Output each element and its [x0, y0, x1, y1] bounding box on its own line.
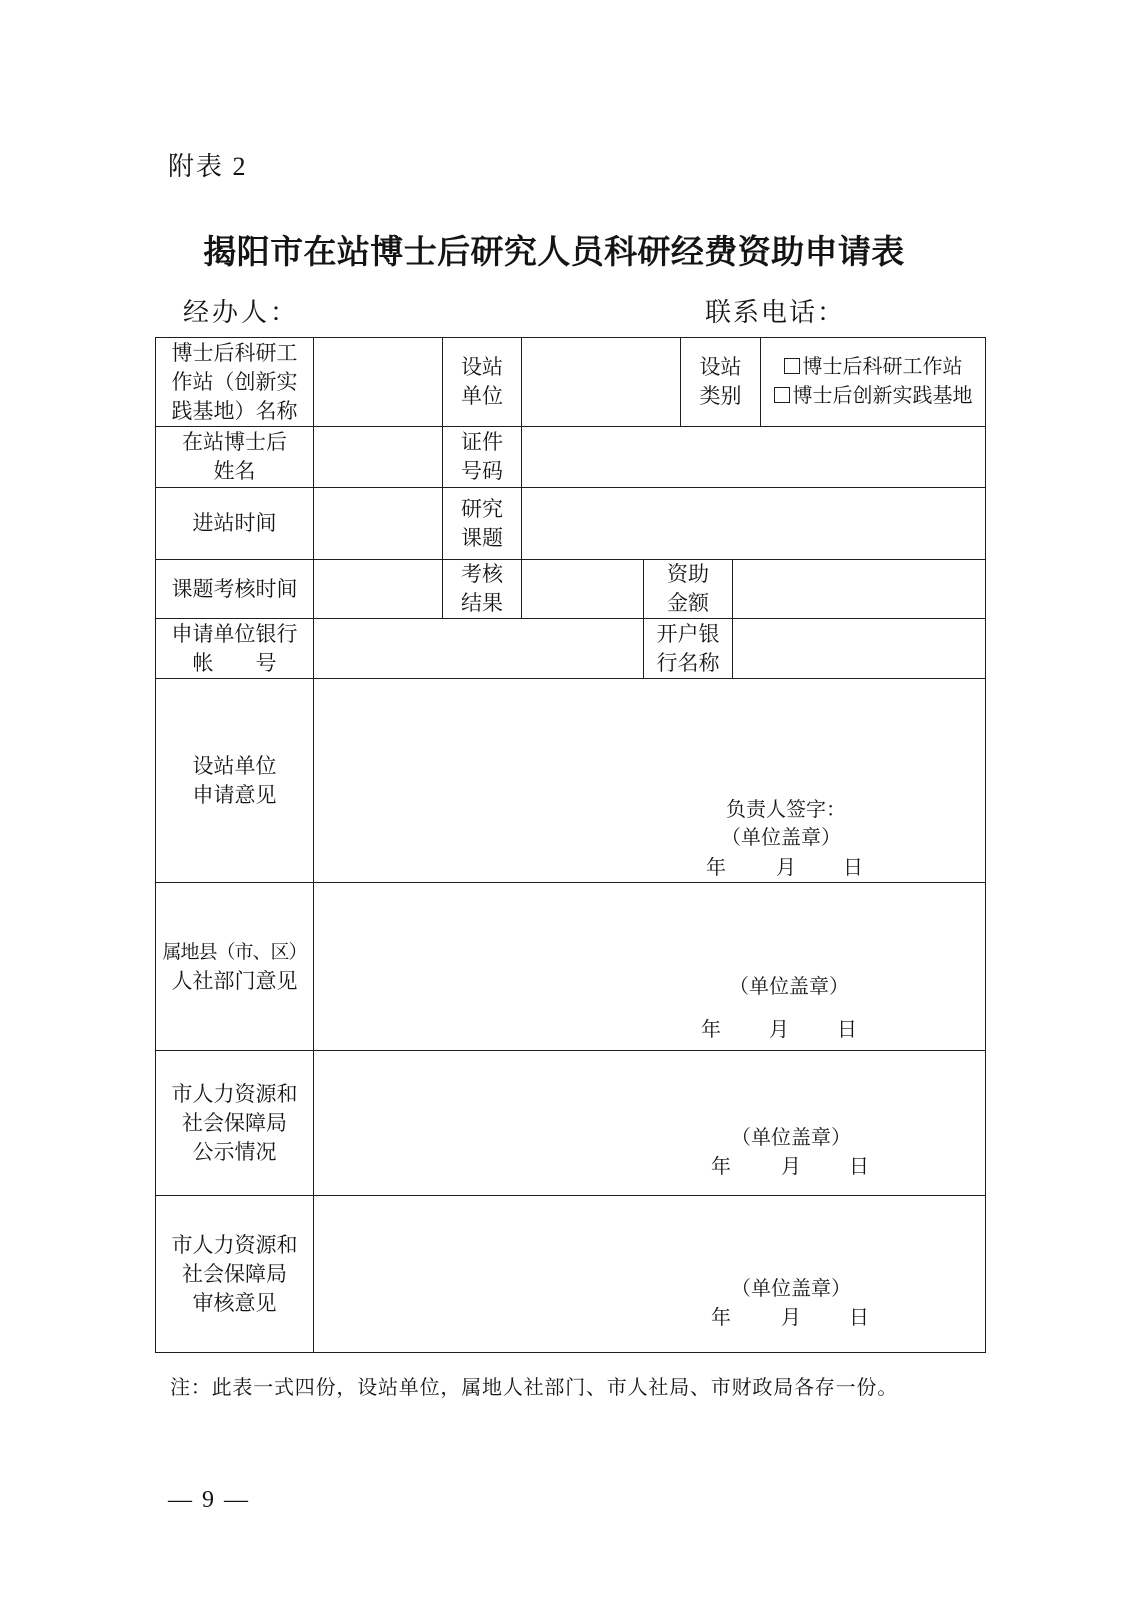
form-row-entry	[156, 488, 986, 560]
footnote: 注：此表一式四份，设站单位，属地人社部门、市人社局、市财政局各存一份。	[170, 1377, 898, 1399]
bank-account-label-line: 帐 号	[192, 651, 277, 675]
checkbox-icon	[774, 387, 790, 403]
id-number-label-line: 号码	[461, 460, 503, 483]
city-review-label-line: 审核意见	[192, 1291, 277, 1315]
station-name-label-line: 践基地）名称	[171, 399, 298, 423]
bank-account-field	[314, 619, 644, 679]
bank-name-label	[644, 619, 733, 679]
city-publicity-label-line: 社会保障局	[182, 1111, 287, 1135]
host-unit-field	[522, 338, 681, 427]
form-row-host-opinion	[156, 679, 986, 883]
assessment-result-field	[522, 560, 644, 619]
city-review-label-line: 社会保障局	[182, 1262, 287, 1286]
research-topic-label	[443, 488, 522, 560]
assessment-date-label	[156, 560, 314, 619]
research-topic-label-line: 课题	[461, 526, 503, 550]
seal-label: （单位盖章）	[721, 827, 841, 849]
category-option-innovation-base	[761, 382, 985, 411]
station-category-label-line: 设站	[699, 356, 742, 379]
city-review-field	[314, 1196, 986, 1353]
bank-account-label	[156, 619, 314, 679]
form-row-station	[156, 338, 986, 427]
date-year: 年	[701, 1019, 721, 1041]
category-option-label: 博士后创新实践基地	[792, 385, 973, 407]
date-day: 日	[849, 1156, 869, 1178]
funding-amount-field	[733, 560, 986, 619]
seal-label: （单位盖章）	[731, 1127, 851, 1149]
phone-label: 联系电话：	[705, 298, 846, 327]
id-number-field	[522, 427, 986, 488]
funding-amount-label	[644, 560, 733, 619]
city-review-label	[156, 1196, 314, 1353]
station-category-options	[761, 338, 986, 427]
id-number-label-line: 证件	[461, 431, 503, 454]
date-day: 日	[849, 1307, 869, 1329]
assessment-date-label-line: 课题考核时间	[171, 577, 298, 601]
date-month: 月	[769, 1019, 789, 1041]
form-row-assessment	[156, 560, 986, 619]
host-opinion-label	[156, 679, 314, 883]
host-unit-label-line: 设站	[461, 356, 503, 379]
host-opinion-label-line: 申请意见	[192, 783, 277, 807]
date-month: 月	[781, 1307, 801, 1329]
research-topic-label-line: 研究	[461, 497, 503, 521]
page-number: — 9 —	[168, 1487, 250, 1513]
date-day: 日	[843, 857, 863, 879]
assessment-result-label-line: 结果	[461, 592, 503, 615]
county-opinion-label	[156, 883, 314, 1051]
date-month: 月	[776, 857, 796, 879]
county-opinion-field	[314, 883, 986, 1051]
city-publicity-label	[156, 1051, 314, 1196]
entry-date-field	[314, 488, 443, 560]
form-row-county-opinion	[156, 883, 986, 1051]
city-publicity-label-line: 市人力资源和	[171, 1082, 298, 1106]
postdoc-name-field	[314, 427, 443, 488]
research-topic-field	[522, 488, 986, 560]
host-unit-label-line: 单位	[461, 385, 503, 408]
date-year: 年	[711, 1307, 731, 1329]
signature-label: 负责人签字：	[726, 799, 846, 821]
city-publicity-label-line: 公示情况	[192, 1140, 277, 1164]
station-name-field	[314, 338, 443, 427]
form-title: 揭阳市在站博士后研究人员科研经费资助申请表	[203, 235, 905, 271]
assessment-result-label-line: 考核	[461, 563, 503, 586]
assessment-result-label	[443, 560, 522, 619]
postdoc-name-label-line: 姓名	[213, 460, 256, 483]
seal-label: （单位盖章）	[729, 976, 849, 998]
date-month: 月	[781, 1156, 801, 1178]
postdoc-name-label-line: 在站博士后	[182, 431, 287, 454]
host-opinion-field	[314, 679, 986, 883]
date-year: 年	[706, 857, 726, 879]
station-name-label-line: 作站（创新实	[171, 370, 298, 394]
funding-amount-label-line: 资助	[667, 563, 709, 586]
host-opinion-label-line: 设站单位	[192, 754, 277, 778]
station-name-label	[156, 338, 314, 427]
station-category-label	[681, 338, 761, 427]
entry-date-label-line: 进站时间	[192, 512, 277, 535]
station-name-label-line: 博士后科研工	[171, 341, 298, 365]
city-publicity-field	[314, 1051, 986, 1196]
checkbox-icon	[784, 358, 800, 374]
postdoc-name-label	[156, 427, 314, 488]
county-opinion-label-line: 属地县（市、区）	[162, 941, 307, 963]
form-row-postdoc	[156, 427, 986, 488]
county-opinion-label-line: 人社部门意见	[171, 969, 298, 993]
station-category-label-line: 类别	[699, 385, 742, 408]
attachment-label: 附表 2	[168, 152, 248, 181]
host-unit-label	[443, 338, 522, 427]
application-form-table	[155, 337, 986, 1353]
assessment-date-field	[314, 560, 443, 619]
funding-amount-label-line: 金额	[667, 592, 709, 615]
date-day: 日	[837, 1019, 857, 1041]
bank-name-field	[733, 619, 986, 679]
bank-name-label-line: 开户银	[656, 622, 720, 646]
category-option-label: 博士后科研工作站	[802, 356, 963, 378]
category-option-workstation	[761, 353, 985, 382]
seal-label: （单位盖章）	[731, 1278, 851, 1300]
form-row-bank	[156, 619, 986, 679]
bank-account-label-line: 申请单位银行	[171, 622, 298, 646]
date-year: 年	[711, 1156, 731, 1178]
id-number-label	[443, 427, 522, 488]
form-row-city-review	[156, 1196, 986, 1353]
bank-name-label-line: 行名称	[656, 651, 720, 675]
city-review-label-line: 市人力资源和	[171, 1233, 298, 1257]
entry-date-label	[156, 488, 314, 560]
handler-label: 经办人：	[183, 298, 300, 327]
form-row-city-publicity	[156, 1051, 986, 1196]
